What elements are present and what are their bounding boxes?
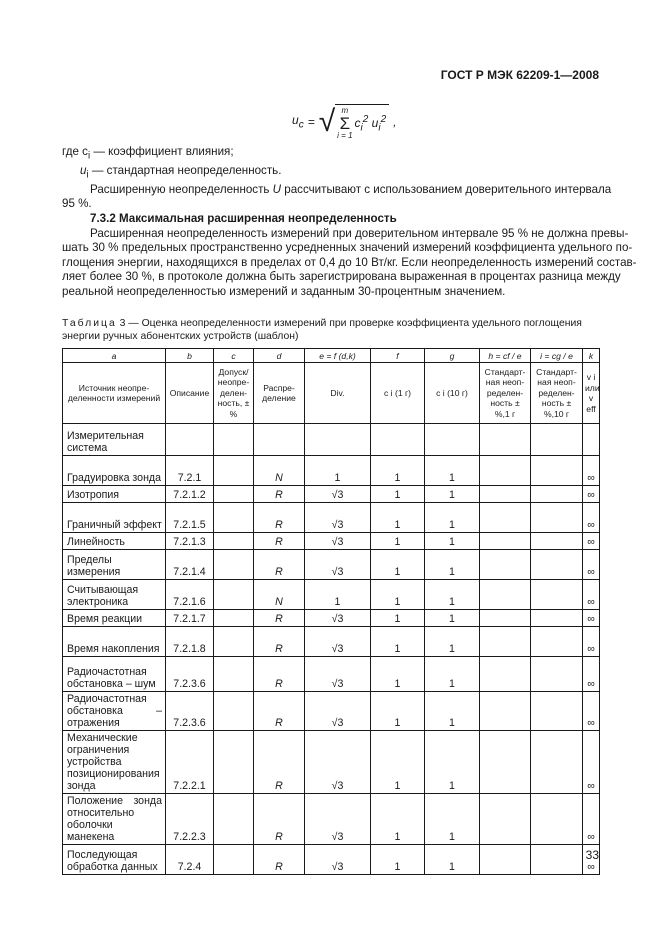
sqrt-expression: [319, 104, 389, 140]
cell-ci10: 1: [425, 580, 480, 610]
cell-h: [480, 610, 531, 627]
cell-dist: R: [254, 845, 305, 875]
cell-source: Пределы измерения: [63, 550, 166, 580]
cell-ci10: 1: [425, 503, 480, 533]
cell-ci10: 1: [425, 550, 480, 580]
cell-div: [305, 424, 371, 456]
cell-source: Последующая обработка данных: [63, 845, 166, 875]
cell-tol: [214, 486, 254, 503]
cell-ci1: 1: [371, 503, 425, 533]
cell-h: [480, 627, 531, 657]
cell-desc: 7.2.1.8: [166, 627, 214, 657]
cell-dist: N: [254, 580, 305, 610]
cell-h: [480, 424, 531, 456]
cell-k: ∞: [583, 580, 600, 610]
cell-tol: [214, 657, 254, 692]
col-letter: b: [166, 349, 214, 363]
cell-k: ∞: [583, 533, 600, 550]
cell-i: [531, 503, 583, 533]
cell-ci10: 1: [425, 657, 480, 692]
cell-h: [480, 794, 531, 845]
table-row: [63, 533, 600, 550]
col-letter: k: [583, 349, 600, 363]
cell-i: [531, 424, 583, 456]
cell-ci10: 1: [425, 627, 480, 657]
cell-tol: [214, 424, 254, 456]
cell-div: √3: [305, 657, 371, 692]
cell-h: [480, 731, 531, 794]
expanded-line: Расширенную неопределенность U рассчитывают с использованием доверительного интервала: [90, 182, 612, 196]
col-letter: g: [425, 349, 480, 363]
table-row: [63, 550, 600, 580]
cell-tol: [214, 580, 254, 610]
table-row: [63, 486, 600, 503]
cell-desc: 7.2.2.3: [166, 794, 214, 845]
cell-tol: [214, 731, 254, 794]
cell-desc: 7.2.1: [166, 456, 214, 486]
column-letter-row: [63, 349, 600, 363]
cell-i: [531, 657, 583, 692]
table-caption: Таблица 3 — Оценка неопределенности измерений при проверке коэффициента удельного поглощения энергии ручных абонентских устройств (шаблон): [62, 318, 582, 342]
cell-source: Считывающая электроника: [63, 580, 166, 610]
cell-ci10: 1: [425, 533, 480, 550]
cell-ci10: 1: [425, 845, 480, 875]
formula-equals: =: [307, 115, 315, 129]
cell-div: √3: [305, 731, 371, 794]
cell-div: √3: [305, 610, 371, 627]
cell-source: Радиочастотная обстановка – отражения: [63, 692, 166, 731]
cell-div: √3: [305, 503, 371, 533]
cell-desc: 7.2.4: [166, 845, 214, 875]
cell-ci10: 1: [425, 610, 480, 627]
cell-h: [480, 657, 531, 692]
cell-k: ∞: [583, 503, 600, 533]
paragraph-line: Расширенная неопределенность измерений при доверительном интервале 95 % не должна превы-: [90, 226, 629, 240]
sum-operator: m Σ i = 1: [337, 106, 353, 140]
cell-desc: 7.2.1.4: [166, 550, 214, 580]
cell-tol: [214, 503, 254, 533]
where-line: где $c_i$ — коэффициент влияния;: [62, 145, 234, 162]
cell-k: ∞: [583, 794, 600, 845]
table-row: [63, 580, 600, 610]
cell-ci1: 1: [371, 533, 425, 550]
col-letter: d: [254, 349, 305, 363]
cell-ci1: 1: [371, 550, 425, 580]
cell-i: [531, 550, 583, 580]
cell-div: √3: [305, 627, 371, 657]
cell-ci10: [425, 424, 480, 456]
cell-k: ∞: [583, 610, 600, 627]
cell-dist: R: [254, 692, 305, 731]
cell-div: √3: [305, 845, 371, 875]
cell-k: ∞: [583, 845, 600, 875]
table-row: [63, 627, 600, 657]
formula-trail: ,: [393, 115, 397, 129]
document-header: ГОСТ Р МЭК 62209-1—2008: [440, 68, 599, 82]
col-letter: a: [63, 349, 166, 363]
cell-dist: R: [254, 486, 305, 503]
cell-tol: [214, 456, 254, 486]
cell-ci1: 1: [371, 657, 425, 692]
col-header: c i (1 г): [371, 363, 425, 424]
cell-desc: 7.2.1.3: [166, 533, 214, 550]
cell-tol: [214, 627, 254, 657]
cell-ci10: 1: [425, 794, 480, 845]
col-header: v i или v eff: [583, 363, 600, 424]
body-text: [62, 145, 637, 300]
paragraph-line: глощения энергии, находящихся в пределах от 0,4 до 10 Вт/кг. Если неопределенность измерений состав-: [62, 255, 637, 269]
formula-lhs: $u_c$: [292, 113, 304, 131]
cell-k: ∞: [583, 550, 600, 580]
cell-ci1: 1: [371, 731, 425, 794]
cell-i: [531, 845, 583, 875]
cell-k: ∞: [583, 627, 600, 657]
cell-dist: R: [254, 533, 305, 550]
cell-h: [480, 533, 531, 550]
cell-tol: [214, 533, 254, 550]
cell-i: [531, 731, 583, 794]
paragraph-line: шать 30 % предельных пространственно усредненных значений измерений коэффициента удельного по-: [62, 241, 633, 255]
col-header: Источник неопре-деленности измерений: [63, 363, 166, 424]
section-title: 7.3.2 Максимальная расширенная неопределенность: [90, 212, 397, 225]
table-body: [63, 424, 600, 875]
cell-div: 1: [305, 456, 371, 486]
col-letter: h = cf / e: [480, 349, 531, 363]
cell-desc: 7.2.1.5: [166, 503, 214, 533]
cell-dist: R: [254, 627, 305, 657]
cell-k: ∞: [583, 456, 600, 486]
cell-source: Граничный эффект: [63, 503, 166, 533]
page-number: 33: [585, 848, 599, 862]
cell-i: [531, 610, 583, 627]
col-header: Стандарт-ная неоп-ределен-ность ± %,1 г: [480, 363, 531, 424]
cell-ci1: 1: [371, 456, 425, 486]
cell-ci10: 1: [425, 456, 480, 486]
table-row: [63, 456, 600, 486]
cell-source: Градуировка зонда: [63, 456, 166, 486]
cell-ci10: 1: [425, 486, 480, 503]
cell-h: [480, 503, 531, 533]
cell-h: [480, 486, 531, 503]
cell-div: √3: [305, 533, 371, 550]
cell-dist: R: [254, 794, 305, 845]
col-header: Стандарт-ная неоп-ределен-ность ± %,10 г: [531, 363, 583, 424]
cell-dist: R: [254, 610, 305, 627]
radical-sign: √: [318, 105, 336, 138]
uncertainty-formula: [292, 104, 396, 140]
cell-div: √3: [305, 486, 371, 503]
cell-ci1: 1: [371, 627, 425, 657]
col-header: Распре-деление: [254, 363, 305, 424]
cell-desc: 7.2.2.1: [166, 731, 214, 794]
cell-h: [480, 692, 531, 731]
cell-dist: R: [254, 550, 305, 580]
cell-h: [480, 845, 531, 875]
col-header: c i (10 г): [425, 363, 480, 424]
paragraph-line: реальной неопределенностью измерений и заданным 30-процентным значением.: [62, 284, 506, 298]
cell-source: Изотропия: [63, 486, 166, 503]
u-line: $u_i$ — стандартная неопределенность.: [80, 163, 282, 181]
cell-tol: [214, 550, 254, 580]
cell-source: Радиочастотная обстановка – шум: [63, 657, 166, 692]
cell-tol: [214, 610, 254, 627]
cell-dist: N: [254, 456, 305, 486]
cell-ci10: 1: [425, 731, 480, 794]
cell-ci1: 1: [371, 692, 425, 731]
table-row: [63, 794, 600, 845]
expanded-line-2: 95 %.: [62, 197, 92, 211]
cell-k: ∞: [583, 657, 600, 692]
cell-tol: [214, 692, 254, 731]
column-header-row: [63, 363, 600, 424]
col-header: Div.: [305, 363, 371, 424]
cell-source: Время реакции: [63, 610, 166, 627]
cell-div: √3: [305, 550, 371, 580]
cell-ci1: 1: [371, 610, 425, 627]
cell-div: √3: [305, 692, 371, 731]
cell-i: [531, 794, 583, 845]
cell-div: 1: [305, 580, 371, 610]
cell-source: Механические ограничения устройства позиционирования зонда: [63, 731, 166, 794]
cell-i: [531, 486, 583, 503]
cell-source: Положение зонда относительно оболочки манекена: [63, 794, 166, 845]
table-row: [63, 731, 600, 794]
cell-source: Линейность: [63, 533, 166, 550]
table-row: [63, 424, 600, 456]
table-row: [63, 692, 600, 731]
cell-ci10: 1: [425, 692, 480, 731]
cell-dist: R: [254, 657, 305, 692]
cell-i: [531, 456, 583, 486]
cell-desc: 7.2.1.7: [166, 610, 214, 627]
cell-tol: [214, 794, 254, 845]
cell-ci1: 1: [371, 845, 425, 875]
radicand: [335, 104, 389, 140]
cell-h: [480, 456, 531, 486]
cell-ci1: 1: [371, 794, 425, 845]
cell-source: Время накопления: [63, 627, 166, 657]
cell-desc: [166, 424, 214, 456]
table-row: [63, 610, 600, 627]
cell-source: Измерительная система: [63, 424, 166, 456]
cell-desc: 7.2.1.6: [166, 580, 214, 610]
col-letter: c: [214, 349, 254, 363]
cell-k: ∞: [583, 486, 600, 503]
col-letter: e = f (d,k): [305, 349, 371, 363]
cell-ci1: [371, 424, 425, 456]
cell-desc: 7.2.3.6: [166, 692, 214, 731]
col-letter: f: [371, 349, 425, 363]
cell-desc: 7.2.3.6: [166, 657, 214, 692]
cell-h: [480, 580, 531, 610]
col-letter: i = cg / e: [531, 349, 583, 363]
sum-term: $c_i^2$ $u_i^2$: [354, 113, 387, 134]
table-row: [63, 845, 600, 875]
paragraph-line: ляет более 30 %, в протоколе должна быть зарегистрирована выраженная в процентах разница между: [62, 270, 621, 284]
cell-dist: R: [254, 731, 305, 794]
cell-desc: 7.2.1.2: [166, 486, 214, 503]
cell-tol: [214, 845, 254, 875]
cell-k: [583, 424, 600, 456]
cell-k: ∞: [583, 692, 600, 731]
table-row: [63, 503, 600, 533]
cell-i: [531, 580, 583, 610]
cell-dist: [254, 424, 305, 456]
cell-div: √3: [305, 794, 371, 845]
cell-i: [531, 533, 583, 550]
cell-i: [531, 627, 583, 657]
table-row: [63, 657, 600, 692]
col-header: Допуск/ неопре-делен-ность, ± %: [214, 363, 254, 424]
cell-ci1: 1: [371, 486, 425, 503]
cell-k: ∞: [583, 731, 600, 794]
cell-ci1: 1: [371, 580, 425, 610]
cell-h: [480, 550, 531, 580]
uncertainty-table: [62, 348, 600, 875]
cell-i: [531, 692, 583, 731]
col-header: Описание: [166, 363, 214, 424]
cell-dist: R: [254, 503, 305, 533]
